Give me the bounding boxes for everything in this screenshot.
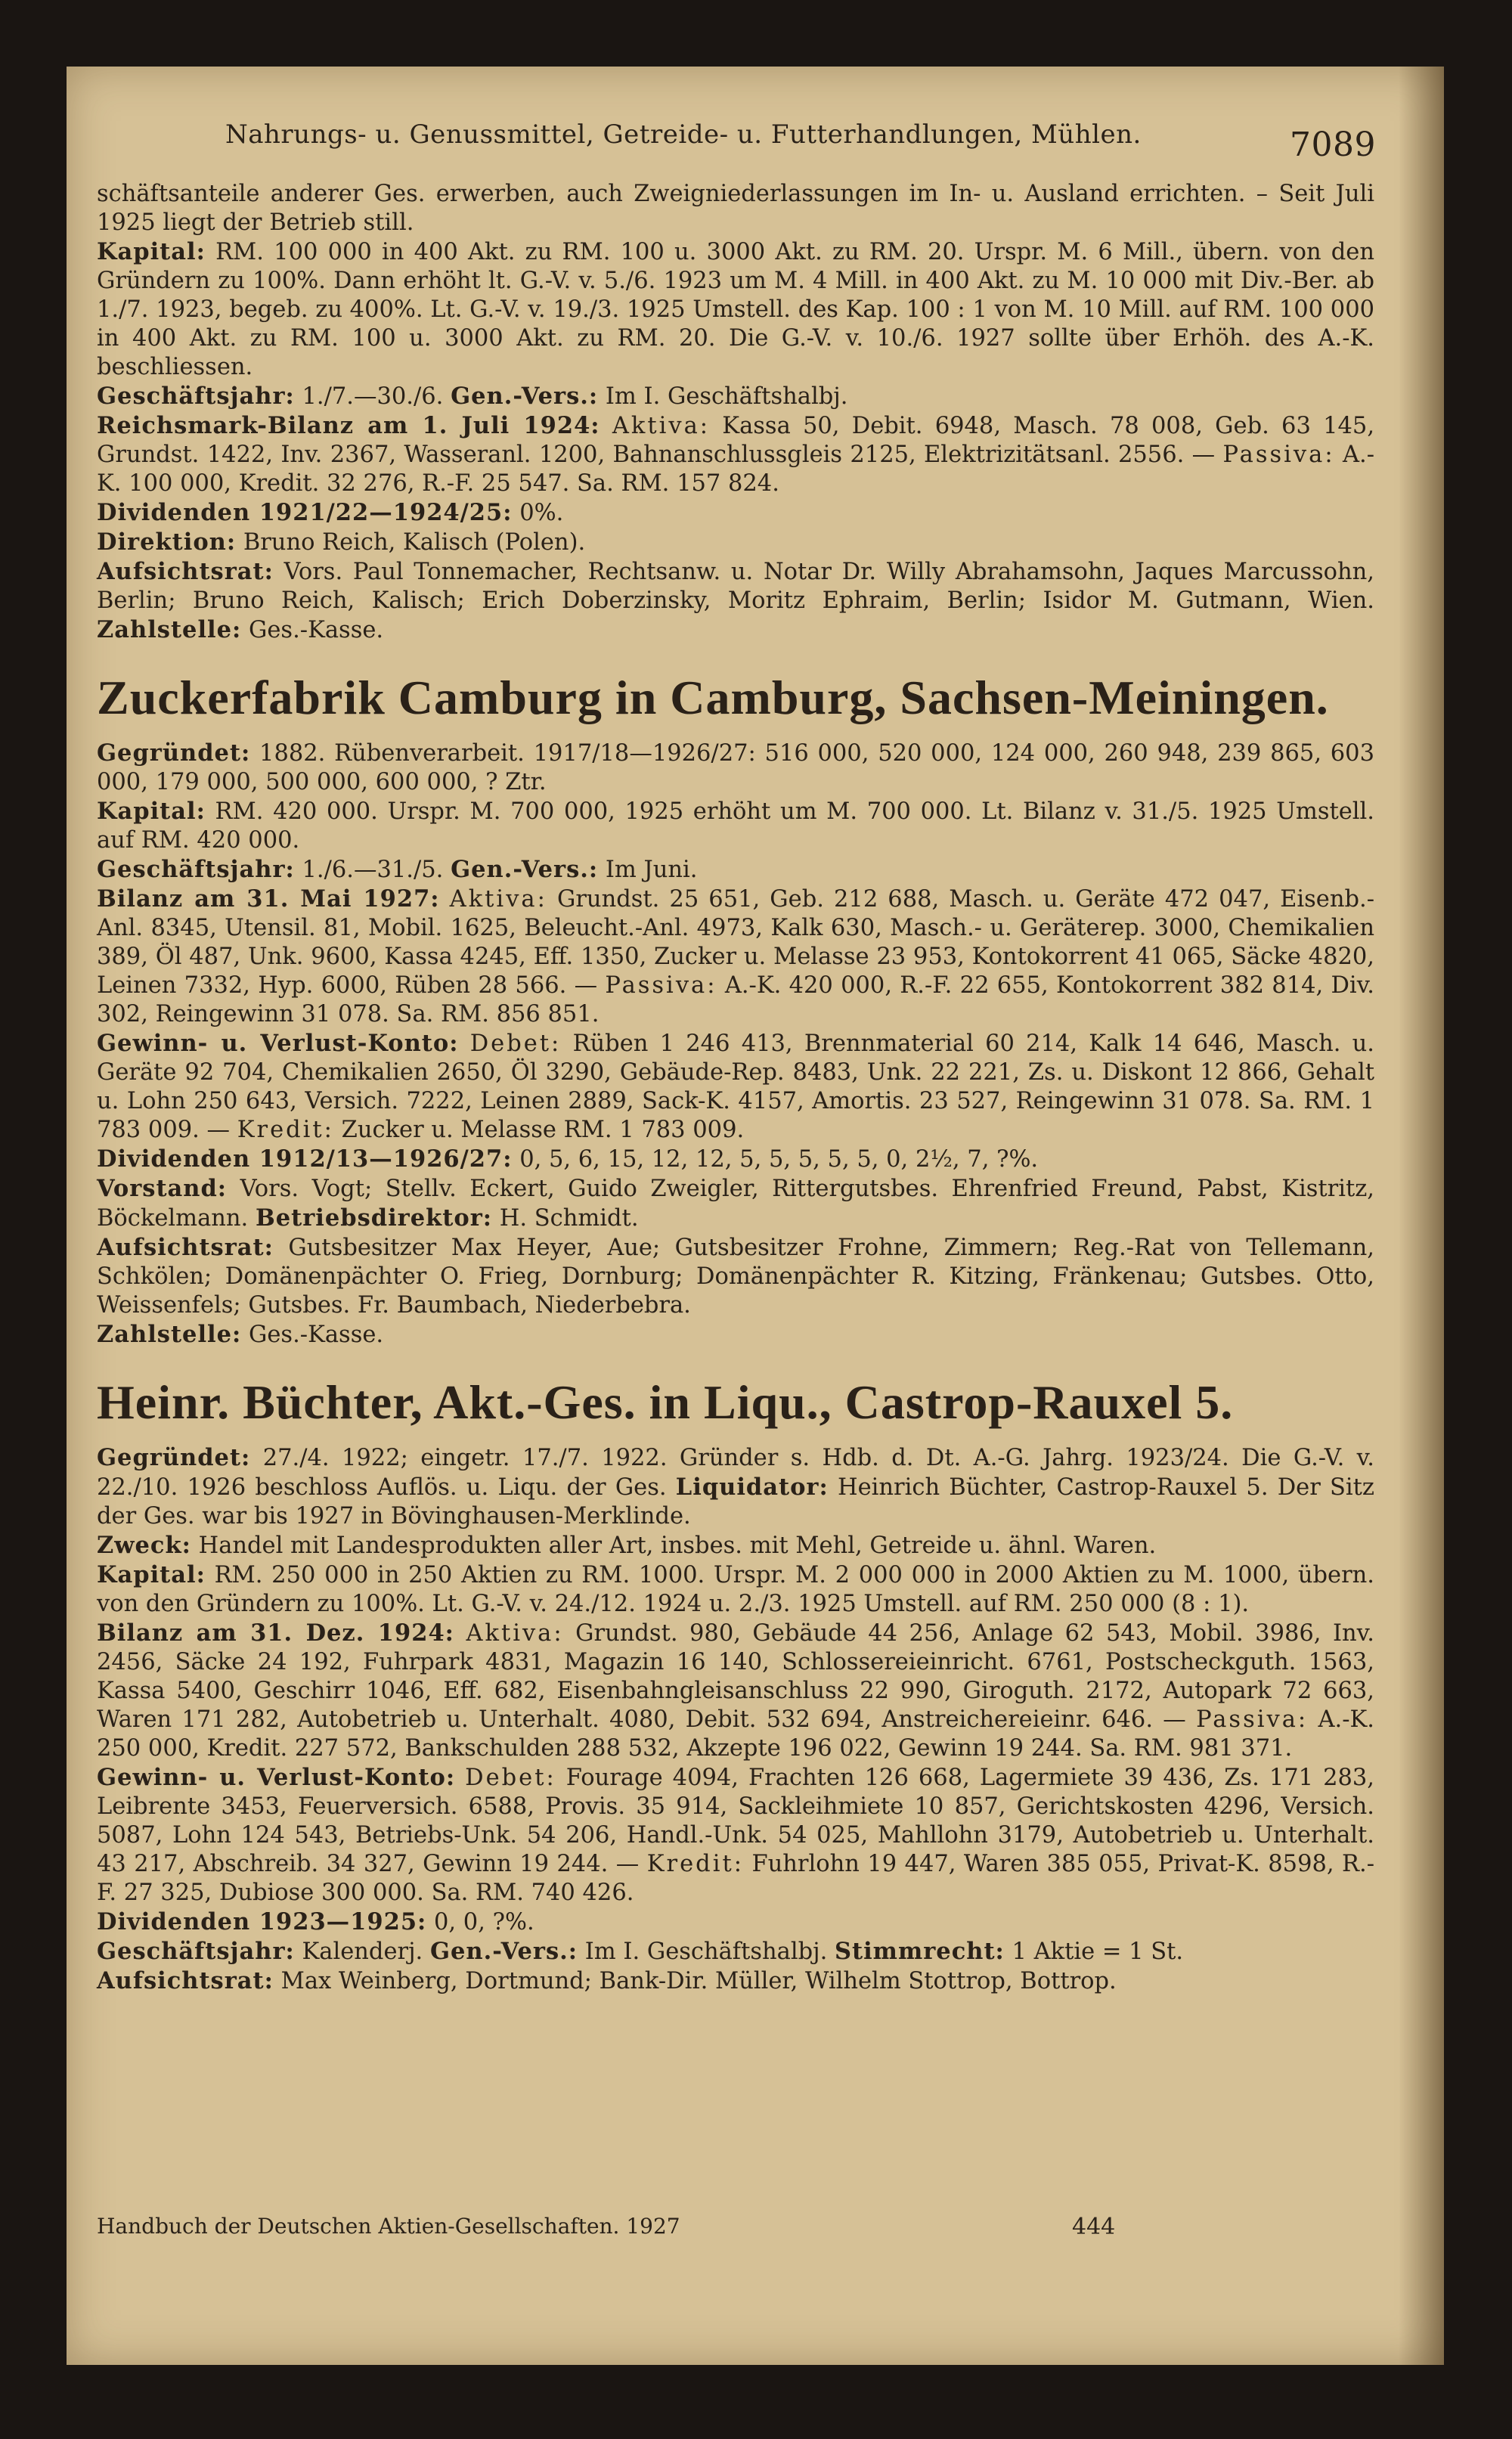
footer-source: Handbuch der Deutschen Aktien-Gesellschaften. 1927 — [97, 2214, 680, 2239]
aufsichtsrat-paragraph: Aufsichtsrat: Max Weinberg, Dortmund; Bank-Dir. Müller, Wilhelm Stottrop, Bottrop. — [97, 1967, 1117, 1994]
direktion-paragraph: Direktion: Bruno Reich, Kalisch (Polen). — [97, 528, 586, 556]
bilanz-paragraph: Reichsmark-Bilanz am 1. Juli 1924: Aktiva: Kassa 50, Debit. 6948, Masch. 78 008, Geb. 63 145, Grundst. 1422, Inv. 2367, Wasseranl. 1200, Bahnanschlussgleis 2125, Elektrizitätsanl. 2556. — Passiva: A.-K. 100 000, Kredit. 32 276, R.-F. 25 547. Sa. RM. 157 824. — [97, 412, 1375, 497]
continuation-paragraph: schäftsanteile anderer Ges. erwerben, auch Zweigniederlassungen im In- u. Ausland errichten. – Seit Juli 1925 liegt der Betrieb still. — [97, 181, 1374, 236]
aufsichtsrat-paragraph: Aufsichtsrat: Vors. Paul Tonnemacher, Rechtsanw. u. Notar Dr. Willy Abrahamsohn, Jaques Marcussohn, Berlin; Bruno Reich, Kalisch; Erich Doberzinsky, Moritz Ephraim, Berlin; Isidor M. Gutmann, Wien. Zahlstelle: Ges.-Kasse. — [97, 558, 1374, 643]
geschaeftsjahr-paragraph: Geschäftsjahr: 1./7.—30./6. Gen.-Vers.: Im I. Geschäftshalbj. — [97, 383, 848, 410]
vorstand-paragraph: Vorstand: Vors. Vogt; Stellv. Eckert, Guido Zweigler, Rittergutsbes. Ehrenfried Freund, Pabst, Kistritz, Böckelmann. Betriebsdirektor: H. Schmidt. — [97, 1175, 1374, 1232]
book-page — [67, 67, 1444, 2365]
aufsichtsrat-paragraph: Aufsichtsrat: Gutsbesitzer Max Heyer, Aue; Gutsbesitzer Frohne, Zimmern; Reg.-Rat von Tellemann, Schkölen; Domänenpächter O. Frieg, Dornburg; Domänenpächter R. Kitzing, Fränkenau; Gutsbes. Otto, Weissenfels; Gutsbes. Fr. Baumbach, Niederbebra. — [97, 1234, 1374, 1319]
gewinn-verlust-paragraph: Gewinn- u. Verlust-Konto: Debet: Rüben 1 246 413, Brennmaterial 60 214, Kalk 14 646, Masch. u. Geräte 92 704, Chemikalien 2650, Öl 3290, Gebäude-Rep. 8483, Unk. 22 221, Zs. u. Diskont 12 866, Gehalt u. Lohn 250 643, Versich. 7222, Leinen 2889, Sack-K. 4157, Amortis. 23 527, Reingewinn 31 078. Sa. RM. 1 783 009. — Kredit: Zucker u. Melasse RM. 1 783 009. — [97, 1030, 1374, 1143]
bilanz-paragraph: Bilanz am 31. Mai 1927: Aktiva: Grundst. 25 651, Geb. 212 688, Masch. u. Geräte 472 047, Eisenb.-Anl. 8345, Utensil. 81, Mobil. 1625, Beleucht.-Anl. 4973, Kalk 630, Masch.- u. Geräterep. 3000, Chemikalien 389, Öl 487, Unk. 9600, Kassa 4245, Eff. 1350, Zucker u. Melasse 23 953, Kontokorrent 41 065, Säcke 4820, Leinen 7332, Hyp. 6000, Rüben 28 566. — Passiva: A.-K. 420 000, R.-F. 22 655, Kontokorrent 382 814, Div. 302, Reingewinn 31 078. Sa. RM. 856 851. — [97, 885, 1375, 1027]
gegruendet-paragraph: Gegründet: 27./4. 1922; eingetr. 17./7. 1922. Gründer s. Hdb. d. Dt. A.-G. Jahrg. 1923/24. Die G.-V. v. 22./10. 1926 beschloss Auflös. u. Liqu. der Ges. Liquidator: Heinrich Büchter, Castrop-Rauxel 5. Der Sitz der Ges. war bis 1927 in Bövinghausen-Merklinde. — [97, 1444, 1374, 1529]
footer-page-number: 444 — [1072, 2214, 1116, 2240]
header-title: Nahrungs- u. Genussmittel, Getreide- u. Futterhandlungen, Mühlen. — [225, 119, 1142, 150]
kapital-paragraph: Kapital: RM. 100 000 in 400 Akt. zu RM. 100 u. 3000 Akt. zu RM. 20. Urspr. M. 6 Mill., übern. von den Gründern zu 100%. Dann erhöht lt. G.-V. v. 5./6. 1923 um M. 4 Mill. in 400 Akt. zu M. 10 000 mit Div.-Ber. ab 1./7. 1923, begeb. zu 400%. Lt. G.-V. v. 19./3. 1925 Umstell. des Kap. 100 : 1 von M. 10 Mill. auf RM. 100 000 in 400 Akt. zu RM. 100 u. 3000 Akt. zu RM. 20. Die G.-V. v. 10./6. 1927 sollte über Erhöh. des A.-K. beschliessen. — [97, 238, 1374, 380]
gegruendet-paragraph: Gegründet: 1882. Rübenverarbeit. 1917/18—1926/27: 516 000, 520 000, 124 000, 260 948, 239 865, 603 000, 179 000, 500 000, 600 000, ? Ztr. — [97, 739, 1374, 795]
kapital-paragraph: Kapital: RM. 420 000. Urspr. M. 700 000, 1925 erhöht um M. 700 000. Lt. Bilanz v. 31./5. 1925 Umstell. auf RM. 420 000. — [97, 798, 1374, 854]
company-title: Zuckerfabrik Camburg in Camburg, Sachsen-Meiningen. — [97, 671, 1329, 724]
zweck-paragraph: Zweck: Handel mit Landesprodukten aller Art, insbes. mit Mehl, Getreide u. ähnl. Waren. — [97, 1532, 1157, 1559]
page-edge-shadow — [1399, 67, 1444, 2365]
entry-zuckerfabrik-camburg — [97, 668, 1374, 1350]
entry-previous-company — [97, 180, 1374, 645]
bilanz-paragraph: Bilanz am 31. Dez. 1924: Aktiva: Grundst. 980, Gebäude 44 256, Anlage 62 543, Mobil. 3986, Inv. 2456, Säcke 24 192, Fuhrpark 4831, Magazin 16 140, Schlossereieinricht. 6761, Postscheckguth. 1563, Kassa 5400, Geschirr 1046, Eff. 682, Eisenbahngleisanschluss 22 990, Giroguth. 2172, Autopark 72 663, Waren 171 282, Autobetrieb u. Unterhalt. 4080, Debit. 532 694, Anstreichereieinr. 646. — Passiva: A.-K. 250 000, Kredit. 227 572, Bankschulden 288 532, Akzepte 196 022, Gewinn 19 244. Sa. RM. 981 371. — [97, 1619, 1374, 1762]
entry-heinr-buechter — [97, 1372, 1374, 1996]
running-header — [225, 119, 1399, 164]
dividenden-paragraph: Dividenden 1921/22—1924/25: 0%. — [97, 499, 564, 526]
kapital-paragraph: Kapital: RM. 250 000 in 250 Aktien zu RM. 1000. Urspr. M. 2 000 000 in 2000 Aktien zu M. 1000, übern. von den Gründern zu 100%. Lt. G.-V. v. 24./12. 1924 u. 2./3. 1925 Umstell. auf RM. 250 000 (8 : 1). — [97, 1561, 1374, 1617]
dividenden-paragraph: Dividenden 1912/13—1926/27: 0, 5, 6, 15, 12, 12, 5, 5, 5, 5, 5, 0, 2½, 7, ?%. — [97, 1145, 1039, 1173]
geschaeftsjahr-paragraph: Geschäftsjahr: 1./6.—31./5. Gen.-Vers.: Im Juni. — [97, 856, 698, 883]
page-content — [97, 180, 1374, 1996]
page-footer — [97, 2214, 1374, 2239]
company-title: Heinr. Büchter, Akt.-Ges. in Liqu., Castrop-Rauxel 5. — [97, 1375, 1234, 1429]
gewinn-verlust-paragraph: Gewinn- u. Verlust-Konto: Debet: Fourage 4094, Frachten 126 668, Lagermiete 39 436, Zs. 171 283, Leibrente 3453, Feuerversich. 6588, Provis. 35 914, Sackleihmiete 10 857, Gerichtskosten 4296, Versich. 5087, Lohn 124 543, Betriebs-Unk. 54 206, Handl.-Unk. 54 025, Mahllohn 3179, Autobetrieb u. Unterhalt. 43 217, Abschreib. 34 327, Gewinn 19 244. — Kredit: Fuhrlohn 19 447, Waren 385 055, Privat-K. 8598, R.-F. 27 325, Dubiose 300 000. Sa. RM. 740 426. — [97, 1764, 1375, 1906]
dividenden-paragraph: Dividenden 1923—1925: 0, 0, ?%. — [97, 1908, 534, 1935]
geschaeftsjahr-paragraph: Geschäftsjahr: Kalenderj. Gen.-Vers.: Im I. Geschäftshalbj. Stimmrecht: 1 Aktie = 1 St. — [97, 1938, 1184, 1965]
header-page-number: 7089 — [1290, 126, 1376, 164]
zahlstelle-paragraph: Zahlstelle: Ges.-Kasse. — [97, 1321, 384, 1348]
